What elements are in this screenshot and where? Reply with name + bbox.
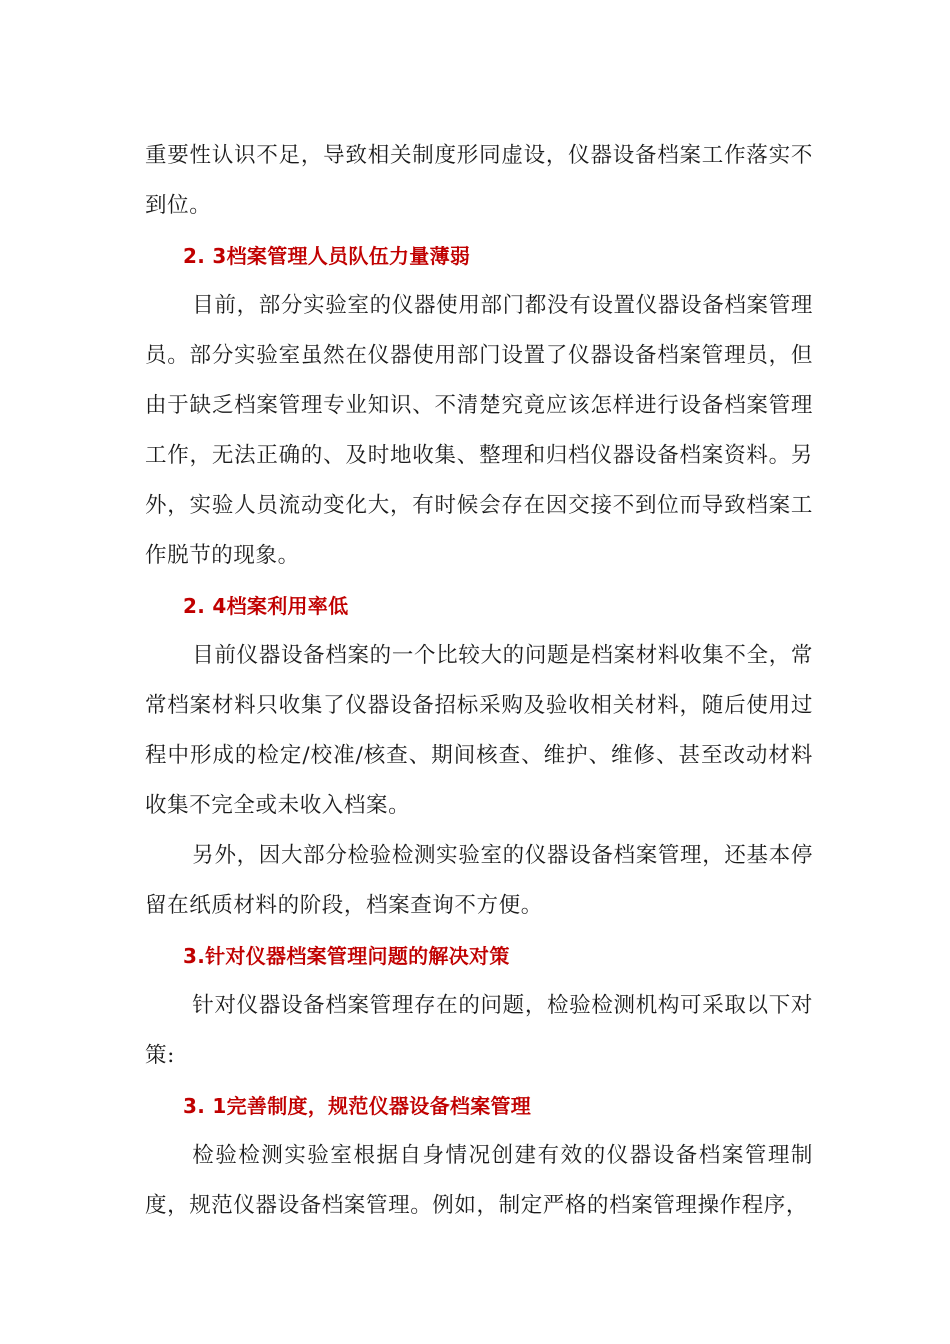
section-heading-3: 3.针对仪器档案管理问题的解决对策 <box>183 944 510 968</box>
document-body <box>145 131 813 1231</box>
paragraph-regulations: 检验检测实验室根据自身情况创建有效的仪器设备档案管理制度，规范仪器设备档案管理。例如，制定严格的档案管理操作程序， <box>145 1143 813 1218</box>
section-heading-2-3: 2. 3档案管理人员队伍力量薄弱 <box>183 244 471 268</box>
section-heading-3-1: 3. 1完善制度，规范仪器设备档案管理 <box>183 1094 532 1118</box>
paragraph-staffing: 目前，部分实验室的仪器使用部门都没有设置仪器设备档案管理员。部分实验室虽然在仪器使用部门设置了仪器设备档案管理员，但由于缺乏档案管理专业知识、不清楚究竟应该怎样进行设备档案管理工作，无法正确的、及时地收集、整理和归档仪器设备档案资料。另外，实验人员流动变化大，有时候会存在因交接不到位而导致档案工作脱节的现象。 <box>145 293 813 568</box>
paragraph-countermeasures: 针对仪器设备档案管理存在的问题，检验检测机构可采取以下对策: <box>145 993 813 1068</box>
paragraph-paper-stage: 另外，因大部分检验检测实验室的仪器设备档案管理，还基本停留在纸质材料的阶段，档案查询不方便。 <box>145 843 813 918</box>
paragraph-utilization: 目前仪器设备档案的一个比较大的问题是档案材料收集不全，常常档案材料只收集了仪器设备招标采购及验收相关材料，随后使用过程中形成的检定/校准/核查、期间核查、维护、维修、甚至改动材料收集不完全或未收入档案。 <box>145 643 813 818</box>
paragraph-continuation: 重要性认识不足，导致相关制度形同虚设，仪器设备档案工作落实不到位。 <box>145 143 813 218</box>
section-heading-2-4: 2. 4档案利用率低 <box>183 594 349 618</box>
